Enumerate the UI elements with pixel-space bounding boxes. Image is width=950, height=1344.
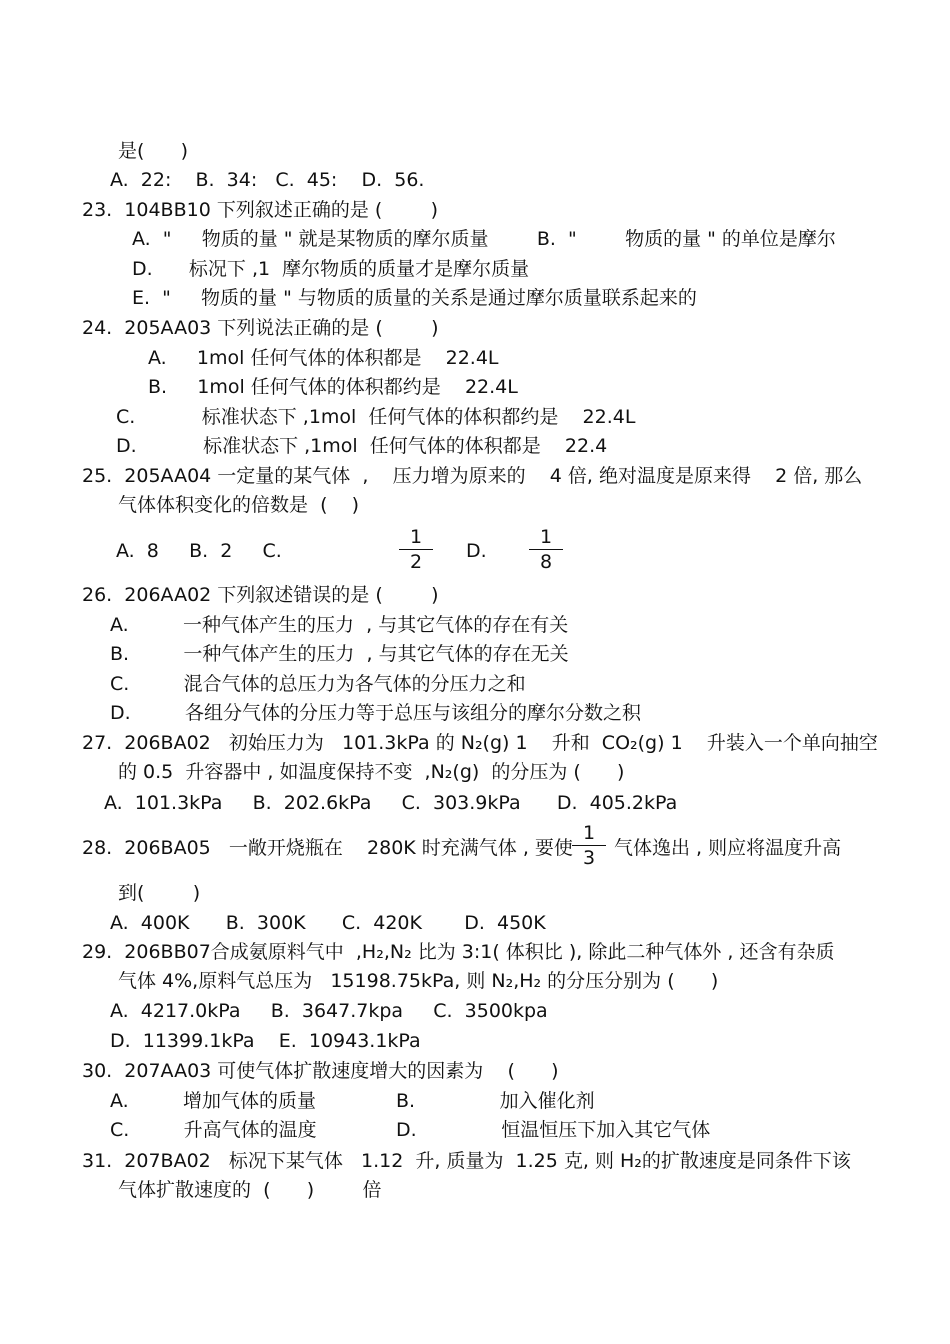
q30-option-d: D. 恒温恒压下加入其它气体 <box>396 1119 711 1141</box>
fraction-bar <box>529 549 563 550</box>
q25-option-c-fraction <box>399 526 433 573</box>
q24-option-b: B. 1mol 任何气体的体积都约是 22.4L <box>148 376 518 398</box>
q29-options-de: D. 11399.1kPa E. 10943.1kPa <box>110 1030 421 1052</box>
q24-option-d: D. 标准状态下 ,1mol 任何气体的体积都是 22.4 <box>116 435 608 457</box>
q26-option-a: A. 一种气体产生的压力 , 与其它气体的存在有关 <box>110 614 569 636</box>
q27-stem: 27. 206BA02 初始压力为 101.3kPa 的 N₂(g) 1 升和 CO₂(g) 1 升装入一个单向抽空 <box>82 732 878 754</box>
fraction-denominator: 8 <box>539 551 553 573</box>
q31-stem-cont: 气体扩散速度的 ( ) 倍 <box>118 1179 382 1201</box>
q27-stem-cont: 的 0.5 升容器中 , 如温度保持不变 ,N₂(g) 的分压为 ( ) <box>118 761 625 783</box>
q29-stem-cont: 气体 4%,原料气总压为 15198.75kPa, 则 N₂,H₂ 的分压分别为 ( ) <box>118 970 719 992</box>
q24-option-c: C. 标准状态下 ,1mol 任何气体的体积都约是 22.4L <box>116 406 636 428</box>
q30-option-c: C. 升高气体的温度 <box>110 1119 317 1141</box>
q28-stem-cont: 到( ) <box>118 882 201 904</box>
fraction-denominator: 2 <box>409 551 423 573</box>
fraction-numerator: 1 <box>409 526 423 548</box>
q28-fraction <box>572 822 606 869</box>
q25-option-d-label: D. <box>466 540 487 562</box>
q23-option-e: E. " 物质的量 " 与物质的质量的关系是通过摩尔质量联系起来的 <box>132 287 697 309</box>
q23-stem: 23. 104BB10 下列叙述正确的是 ( ) <box>82 199 439 221</box>
fraction-numerator: 1 <box>582 822 596 844</box>
q24-option-a: A. 1mol 任何气体的体积都是 22.4L <box>148 347 499 369</box>
q28-stem: 28. 206BA05 一敞开烧瓶在 280K 时充满气体 , 要使 <box>82 837 573 859</box>
q31-stem: 31. 207BA02 标况下某气体 1.12 升, 质量为 1.25 克, 则 H₂的扩散速度是同条件下该 <box>82 1150 851 1172</box>
q30-option-a: A. 增加气体的质量 <box>110 1090 317 1112</box>
q27-options: A. 101.3kPa B. 202.6kPa C. 303.9kPa D. 405.2kPa <box>104 792 678 814</box>
q29-options-abc: A. 4217.0kPa B. 3647.7kpa C. 3500kpa <box>110 1000 548 1022</box>
q23-option-d: D. 标况下 ,1 摩尔物质的质量才是摩尔质量 <box>132 258 530 280</box>
fraction-bar <box>572 845 606 846</box>
q29-stem: 29. 206BB07合成氨原料气中 ,H₂,N₂ 比为 3:1( 体积比 ), 除此二种气体外 , 还含有杂质 <box>82 941 835 963</box>
q24-stem: 24. 205AA03 下列说法正确的是 ( ) <box>82 317 439 339</box>
fraction-bar <box>399 549 433 550</box>
q30-option-b: B. 加入催化剂 <box>396 1090 595 1112</box>
fraction-denominator: 3 <box>582 847 596 869</box>
q25-option-d-fraction <box>529 526 563 573</box>
q28-options: A. 400K B. 300K C. 420K D. 450K <box>110 912 546 934</box>
q26-stem: 26. 206AA02 下列叙述错误的是 ( ) <box>82 584 439 606</box>
q26-option-b: B. 一种气体产生的压力 , 与其它气体的存在无关 <box>110 643 569 665</box>
fraction-numerator: 1 <box>539 526 553 548</box>
q23-options-ab: A. " 物质的量 " 就是某物质的摩尔质量 B. " 物质的量 " 的单位是摩尔 <box>132 228 836 250</box>
q25-options-abc: A. 8 B. 2 C. <box>116 540 282 562</box>
q22-stem-end: 是( ) <box>118 140 189 162</box>
q26-option-d: D. 各组分气体的分压力等于总压与该组分的摩尔分数之积 <box>110 702 642 724</box>
q28-stem-tail: 气体逸出 , 则应将温度升高 <box>614 837 842 859</box>
q25-stem: 25. 205AA04 一定量的某气体 , 压力增为原来的 4 倍, 绝对温度是原来得 2 倍, 那么 <box>82 465 863 487</box>
q22-options: A. 22: B. 34: C. 45: D. 56. <box>110 169 425 191</box>
q26-option-c: C. 混合气体的总压力为各气体的分压力之和 <box>110 673 526 695</box>
q25-stem-cont: 气体体积变化的倍数是 ( ) <box>118 494 360 516</box>
q30-stem: 30. 207AA03 可使气体扩散速度增大的因素为 ( ) <box>82 1060 559 1082</box>
